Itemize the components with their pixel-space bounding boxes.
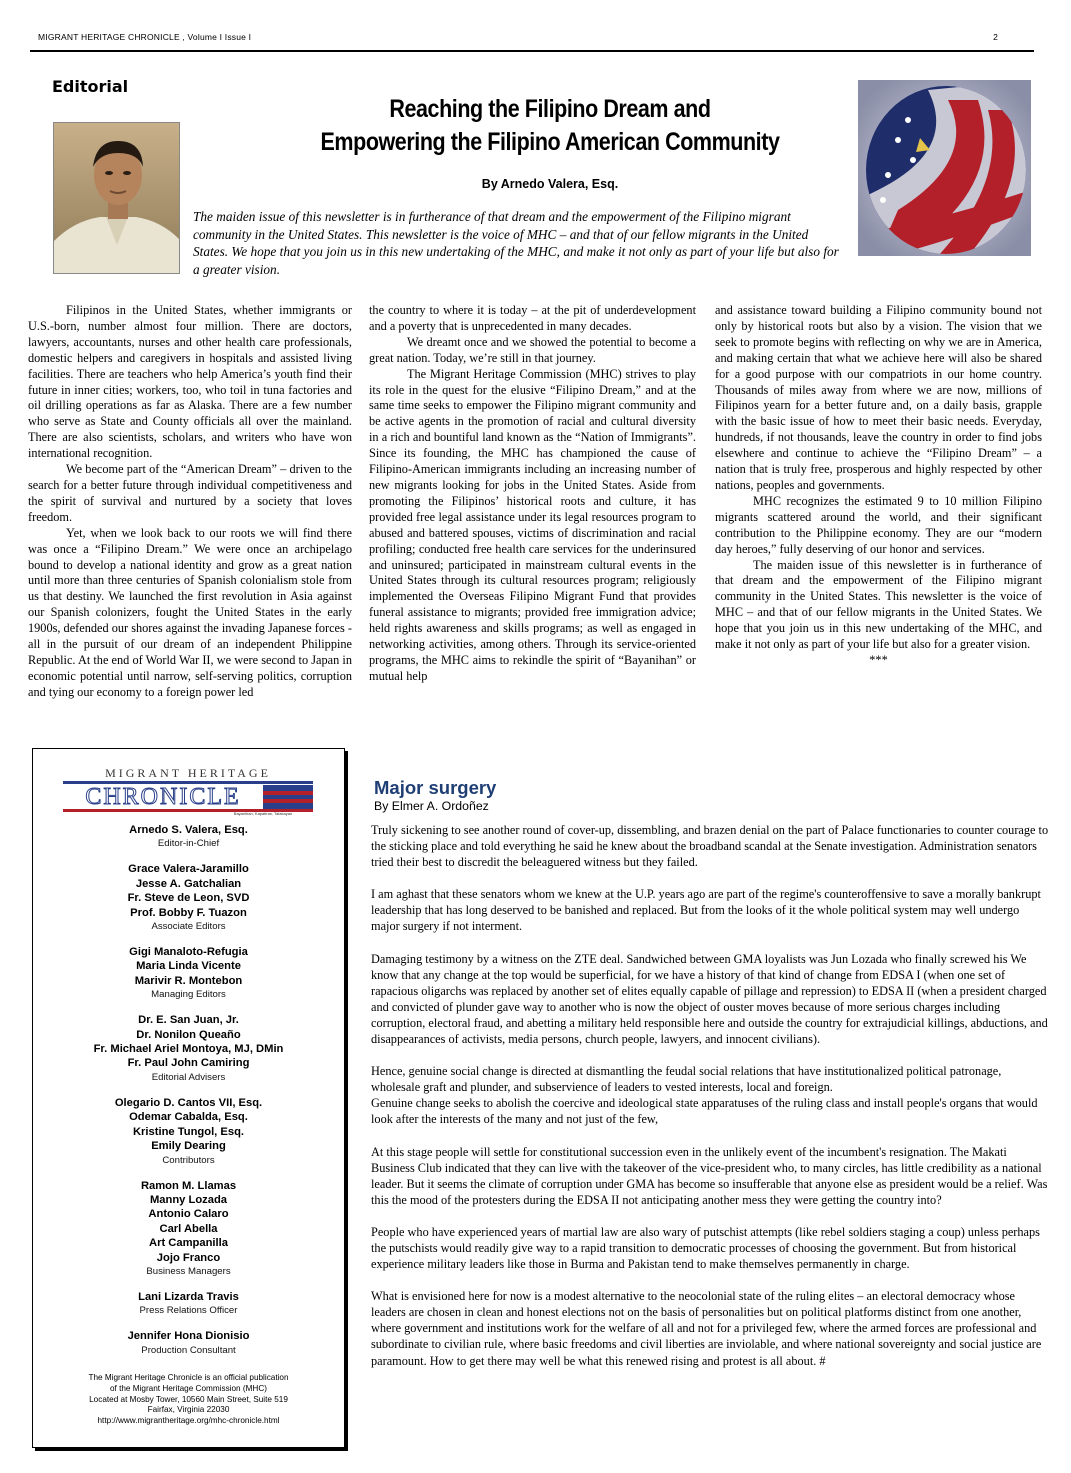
editorial-paragraph: We become part of the “American Dream” – driven to the search for a better future through individual competitiveness and the spirit of survival and nurtured by a society that loves freedom. — [28, 462, 352, 524]
staff-name: Manny Lozada — [149, 1193, 228, 1206]
masthead-box — [32, 748, 345, 1448]
author-photo — [53, 122, 180, 274]
logo-main-text: CHRONICLE — [85, 784, 241, 810]
editorial-paragraph: the country to where it is today – at the pit of underdevelopment and a poverty that is unprecedented in many decades. — [369, 303, 696, 333]
staff-role: Editor-in-Chief — [157, 838, 220, 850]
article-byline: By Elmer A. Ordoñez — [374, 799, 489, 813]
publication-note — [43, 1373, 334, 1427]
staff-name: Kristine Tungol, Esq. — [132, 1125, 245, 1138]
editorial-paragraph: We dreamt once and we showed the potential to become a great nation. Today, we’re still in that journey. — [369, 334, 696, 365]
staff-name: Prof. Bobby F. Tuazon — [130, 906, 247, 919]
chronicle-logo — [63, 765, 313, 817]
staff-name: Arnedo S. Valera, Esq. — [129, 824, 248, 836]
publication-note-line: Fairfax, Virginia 22030 — [147, 1405, 230, 1415]
staff-name: Lani Lizarda Travis — [138, 1290, 239, 1303]
editorial-paragraph: The maiden issue of this newsletter is in furtherance of that dream and the empowerment of the Filipino migrant community in the United States. This newsletter is the voice of MHC – and that of our fellow migrants in the United States. We hope that you join us in this new undertaking of the MHC, and make it not only as part of your life but also for a greater vision. — [715, 557, 1042, 652]
editorial-paragraph: Filipinos in the United States, whether immigrants or U.S.-born, number almost four million. There are doctors, lawyers, accountants, nurses and other health care professionals, domestic helpers and caregivers in hospitals and assisted living facilities. There are teachers who help America’s youth find their future in inner cities; workers, too, who toil in tuna factories and oil drilling operations as far as Alaska. There are a few number who serve as State and County officials all over the mainland. There are also scientists, scholars, and writers who have won international recognition. — [28, 303, 352, 461]
staff-name: Jesse A. Gatchalian — [135, 877, 242, 890]
staff-group — [33, 823, 344, 850]
staff-group — [33, 1179, 344, 1278]
staff-group — [33, 1013, 344, 1084]
staff-name: Odemar Cabalda, Esq. — [129, 1111, 248, 1124]
article-paragraph: At this stage people will settle for constitutional succession even in the unlikely event of the incumbent's resignation. The Makati Business Club indicated that they can live with the takeover of the vice-president who, to many circles, has little credibility as a national leader. But it seems the climate of corruption under GMA has become so insufferable that anyone else as president would be a relief. Was this the mood of the protesters during the EDSA II not anticipating another mess they were getting the country into? — [371, 1144, 1048, 1207]
flag-globe-image — [858, 80, 1031, 256]
staff-group — [33, 1329, 344, 1356]
staff-name: Jojo Franco — [156, 1251, 221, 1264]
staff-name: Dr. Nonilon Queaño — [136, 1028, 241, 1041]
end-mark: *** — [869, 652, 888, 667]
article-paragraph: What is envisioned here for now is a modest alternative to the neocolonial state of the ruling elites – an electoral democracy whose leaders are chosen in clean and honest elections not on the basis of personalities but on political platforms distinct from one another, where government and institutions work for the welfare of all and not for a privileged few, where the armed forces are professional and subordinate to civilian rule, where basic freedoms and civil liberties are inviolable, and where national sovereignty and social justice are paramount. How to get there may well be what this renewed rising and protest is all about. # — [371, 1289, 1042, 1368]
editorial-column-1 — [28, 303, 352, 701]
running-title: MIGRANT HERITAGE CHRONICLE , Volume I Issue I — [38, 32, 252, 42]
editorial-paragraph: and assistance toward building a Filipino community bound not only by historical roots but also by a vision. The vision that we seek to promote begins with reflecting on why we are in America, and making certain that what we achieve here will also be shared for a good purpose with our compatriots in our home country. Thousands of miles away from where we are now, millions of Filipinos yearn for a better future and, on a daily basis, grapple with the basic issue of how to meet their basic needs. Everyday, hundreds, if not thousands, leave the country in order to find jobs elsewhere and continue to achieve the “Filipino Dream” – a nation that is truly free, prosperous and highly respected by other nations, peoples and governments. — [715, 303, 1042, 492]
article-paragraph: I am aghast that these senators whom we knew at the U.P. years ago are part of the regime's counteroffensive to save a morally bankrupt leadership that has long deserved to be banished and replaced. But from the looks of it the whole political system may well undergo major surgery if not interment. — [371, 887, 1041, 934]
logo-top-text: MIGRANT HERITAGE — [105, 766, 271, 780]
staff-name: Carl Abella — [159, 1222, 218, 1235]
publication-note-line: of the Migrant Heritage Commission (MHC) — [110, 1383, 267, 1393]
staff-role: Managing Editors — [151, 989, 226, 1001]
staff-name: Fr. Michael Ariel Montoya, MJ, DMin — [93, 1043, 284, 1056]
article-paragraph: Hence, genuine social change is directed at dismantling the feudal social relations that have institutionalized political patronage, wholesale graft and plunder, and subservience of leaders to vested interests, local and foreign. — [371, 1064, 1002, 1095]
headline-line-2: Empowering the Filipino American Community — [320, 128, 780, 156]
staff-name: Marivir R. Montebon — [134, 974, 243, 987]
editorial-column-3 — [715, 303, 1042, 669]
staff-group — [33, 862, 344, 933]
editorial-lede: The maiden issue of this newsletter is in furtherance of that dream and the empowerment of the Filipino migrant community in the United States. This newsletter is the voice of MHC – and that of our fellow migrants in the United States. We hope that you join us in this new undertaking of the MHC, and make it not only as part of your life but also for a greater vision. — [193, 209, 839, 277]
editorial-paragraph: The Migrant Heritage Commission (MHC) strives to play its role in the quest for the elusive “Filipino Dream,” and at the same time seeks to empower the Filipino migrant community and be active agents in the promotion of racial and cultural diversity in a rich and bountiful land known as the “Nation of Immigrants”. Since its founding, the MHC has championed the cause of Filipino-American immigrants including an increasing number of new migrants looking for jobs in the United States. Aside from promoting the Filipinos’ historical roots and culture, it has provided free legal assistance under its legal resources program to abused and battered spouses, victims of discrimination and racial profiling; conducted free health care services for the underinsured and uninsured; participated in mainstream cultural events in the United States through its cultural resources program; religiously implemented the Overseas Filipino Migrant Fund that provides funeral assistance to migrants; provided free immigration advice; held rights awareness and skills programs; as well as engaged in networking activities, among others. Through its service-oriented programs, the MHC aims to rekindle the spirit of “Bayanihan” or mutual help — [369, 366, 696, 683]
staff-name: Art Campanilla — [149, 1237, 228, 1250]
section-label: Editorial — [52, 77, 129, 96]
staff-group — [33, 1290, 344, 1317]
staff-name: Emily Dearing — [151, 1140, 226, 1153]
staff-group — [33, 945, 344, 1001]
article-title: Major surgery — [374, 777, 497, 798]
publication-note-line: http://www.migrantheritage.org/mhc-chronicle.html — [97, 1416, 280, 1426]
staff-name: Ramon M. Llamas — [140, 1179, 237, 1192]
staff-name: Fr. Steve de Leon, SVD — [127, 892, 250, 905]
staff-role: Editorial Advisers — [151, 1071, 226, 1083]
publication-note-line: Located at Mosby Tower, 10560 Main Street, Suite 519 — [89, 1394, 288, 1404]
article-paragraph: Truly sickening to see another round of cover-up, dissembling, and brazen denial on the part of Palace functionaries to counter courage to the sticking place and told everything he said he knew about the broadband scandal at the Senate investigation. Administration senators tried their best to discredit the beleaguered witness but they failed. — [371, 823, 1049, 870]
staff-name: Antonio Calaro — [148, 1208, 229, 1221]
editorial-byline: By Arnedo Valera, Esq. — [481, 177, 619, 191]
headline-line-1: Reaching the Filipino Dream and — [389, 95, 711, 123]
logo-tagline: Bayanihan, Kapatiran, Talakayan — [233, 811, 293, 816]
header-rule — [30, 50, 1034, 52]
article-paragraph: Damaging testimony by a witness on the ZTE deal. Sandwiched between GMA loyalists was Jun Lozada who finally screwed his We know that any change at the top would be superficial, for we have a history of that kind of change from EDSA I (when one set of rapacious oligarchs was replaced by another set of elites equally capable of pillage and repression) to EDSA II (when a president charged and convicted of plunder gave way to another who is now the object of ouster moves because of more serious charges including corruption, electoral fraud, and abetting a military held responsible here and outside the country for extrajudicial killings, abductions, and disappearances of activists, media persons, church people, lawyers, and innocent civilians). — [371, 951, 1048, 1047]
staff-role: Business Managers — [146, 1265, 231, 1277]
staff-role: Associate Editors — [151, 921, 226, 933]
staff-name: Grace Valera-Jaramillo — [128, 863, 249, 876]
staff-name: Maria Linda Vicente — [136, 960, 241, 973]
editorial-column-2 — [369, 303, 696, 685]
staff-role: Production Consultant — [141, 1344, 236, 1356]
article-paragraph: People who have experienced years of martial law are also wary of putschist attempts (like rebel soldiers staging a coup) unless perhaps the putschists would readily give way to a rapid transition to democratic processes of choosing the government. But from historical experience military leaders like those in Burma and Pakistan tend to make themselves permanently in charge. — [371, 1224, 1040, 1272]
running-header — [38, 32, 998, 46]
staff-name: Fr. Paul John Camiring — [127, 1057, 250, 1070]
page-number: 2 — [993, 32, 998, 42]
staff-list — [33, 823, 344, 1369]
headline — [301, 93, 800, 159]
editorial-paragraph: MHC recognizes the estimated 9 to 10 million Filipino migrants scattered around the world, and their significant contribution to the Philippine economy. They are our “modern day heroes,” fully deserving of our honor and services. — [715, 493, 1042, 556]
staff-name: Gigi Manaloto-Refugia — [129, 946, 248, 959]
editorial-paragraph: Yet, when we look back to our roots we will find there was once a “Filipino Dream.” We were once an archipelago bound to develop a national identity and grow as a great nation until more than three centuries of Spanish colonialism stole from us that destiny. We launched the first revolution in Asia against our Spanish colonizers, fought the United States in the early 1900s, defended our shores against the invading Japanese forces - all in the pursuit of our dream of an independent Philippine Republic. At the end of World War II, we were second to Japan in economic potential until narrow, self-serving politics, corruption and tying our economy to a foreign power led — [28, 525, 352, 699]
publication-note-line: The Migrant Heritage Chronicle is an official publication — [88, 1373, 289, 1382]
staff-role: Press Relations Officer — [139, 1305, 238, 1317]
article-paragraph: Genuine change seeks to abolish the coercive and ideological state apparatuses of the ruling class and install people's organs that would look after the interests of the many and not just of the few, — [371, 1096, 1038, 1127]
staff-name: Olegario D. Cantos VII, Esq. — [114, 1096, 263, 1109]
article-body — [371, 822, 1051, 1385]
staff-name: Dr. E. San Juan, Jr. — [138, 1014, 239, 1027]
staff-name: Jennifer Hona Dionisio — [127, 1330, 250, 1343]
staff-role: Contributors — [162, 1154, 215, 1166]
staff-group — [33, 1096, 344, 1167]
